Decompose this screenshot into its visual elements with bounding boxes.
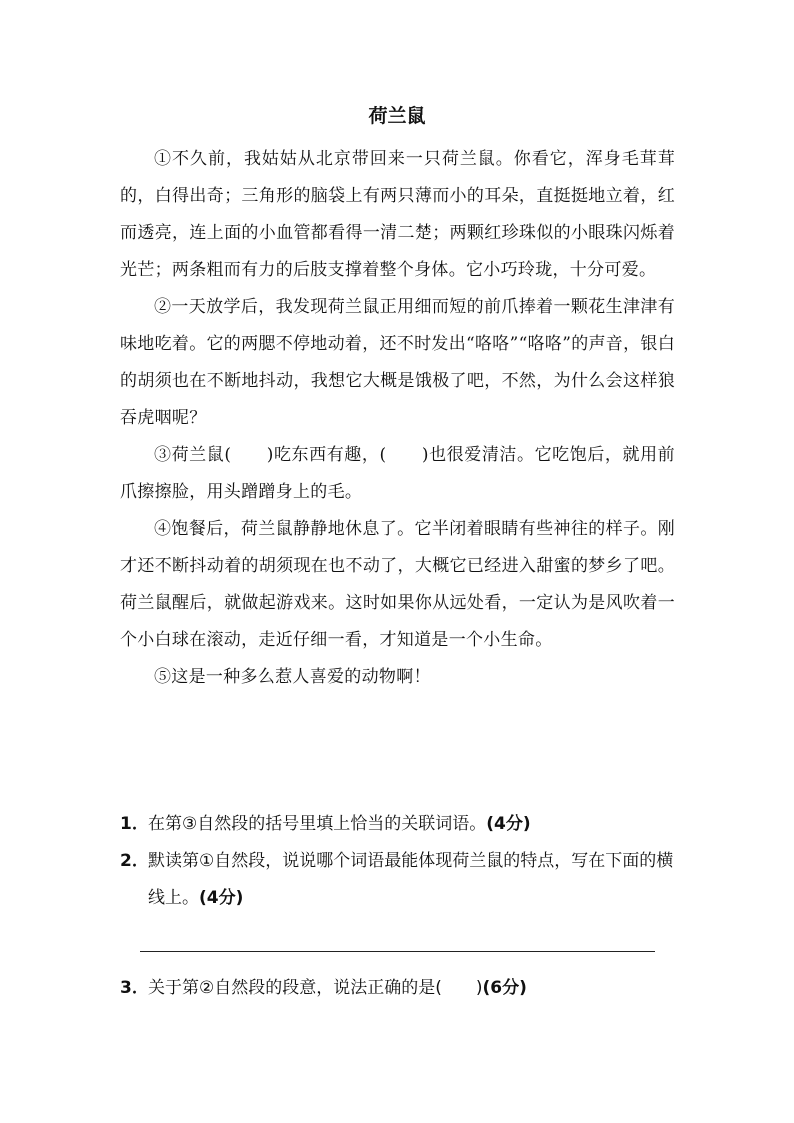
question-list [120,806,675,1007]
paragraph-1: ①不久前，我姑姑从北京带回来一只荷兰鼠。你看它，浑身毛茸茸的，白得出奇；三角形的脑袋上有两只薄而小的耳朵，直挺挺地立着，红而透亮，连上面的小血管都看得一清二楚；两颗红珍珠似的小眼珠闪烁着光芒；两条粗而有力的后肢支撑着整个身体。它小巧玲珑，十分可爱。 [120,149,675,280]
question-score: (4分) [486,814,531,834]
paragraph-2: ②一天放学后，我发现荷兰鼠正用细而短的前爪捧着一颗花生津津有味地吃着。它的两腮不停地动着，还不时发出“咯咯”“咯咯”的声音，银白的胡须也在不断地抖动，我想它大概是饿极了吧，不然，为什么会这样狼吞虎咽呢？ [120,297,675,428]
question-number: 1． [120,814,149,834]
question-text: 默读第①自然段，说说哪个词语最能体现荷兰鼠的特点，写在下面的横线上。 [148,851,674,908]
question-score: (4分) [199,888,244,908]
question-number: 2． [120,851,149,871]
question-text: 关于第②自然段的段意，说法正确的是( ) [148,978,483,998]
passage-title: 荷兰鼠 [368,105,426,127]
paragraph-5: ⑤这是一种多么惹人喜爱的动物啊！ [154,667,431,687]
question-2 [120,843,675,917]
answer-line[interactable] [140,951,655,952]
question-score: (6分) [482,978,527,998]
question-1 [120,806,675,843]
reading-passage [120,141,675,696]
paragraph-4: ④饱餐后，荷兰鼠静静地休息了。它半闭着眼睛有些神往的样子。刚才还不断抖动着的胡须现在也不动了，大概它已经进入甜蜜的梦乡了吧。荷兰鼠醒后，就做起游戏来。这时如果你从远处看，一定认为是风吹着一个小白球在滚动，走近仔细一看，才知道是一个小生命。 [120,519,675,650]
paragraph-3: ③荷兰鼠( )吃东西有趣，( )也很爱清洁。它吃饱后，就用前爪擦擦脸，用头蹭蹭身上的毛。 [120,445,675,502]
question-3 [120,970,675,1007]
question-number: 3． [120,978,149,998]
question-text: 在第③自然段的括号里填上恰当的关联词语。 [148,814,487,834]
